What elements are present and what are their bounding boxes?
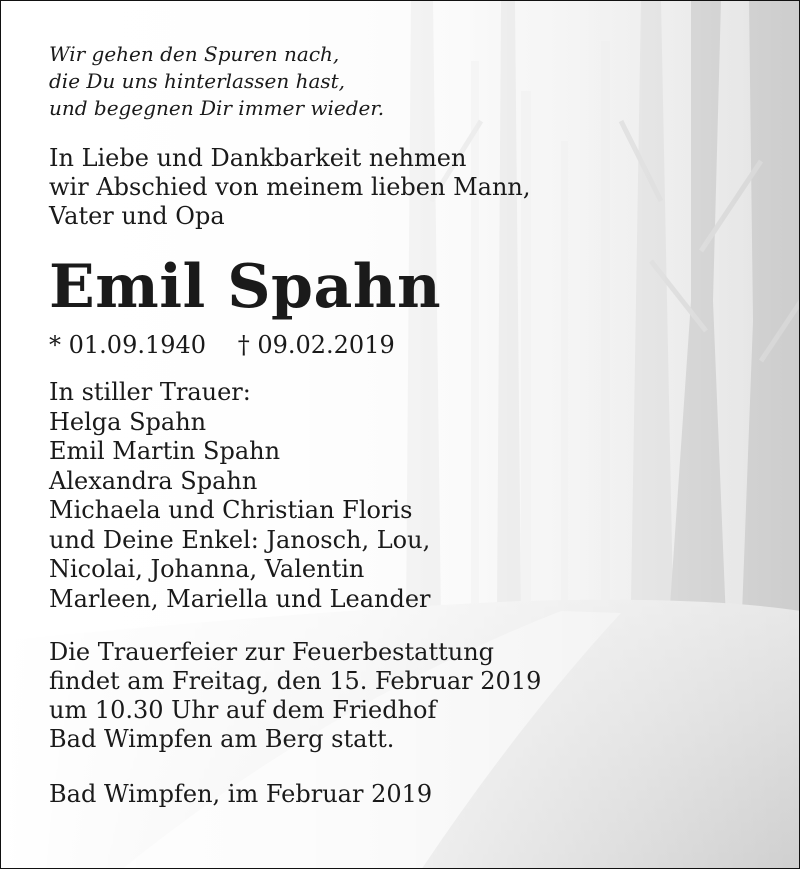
mourner-line: Helga Spahn — [49, 407, 207, 436]
intro-line: Vater und Opa — [49, 202, 225, 230]
ceremony-line: Die Trauerfeier zur Feuerbestattung — [49, 638, 495, 666]
mourners-heading: In stiller Trauer: — [49, 378, 251, 406]
death-date: † 09.02.2019 — [237, 331, 395, 359]
intro-line: In Liebe und Dankbarkeit nehmen — [49, 144, 467, 172]
verse-line: Wir gehen den Spuren nach, — [49, 42, 340, 66]
funeral-ceremony-info — [49, 638, 769, 754]
farewell-intro — [49, 144, 769, 231]
ceremony-line: findet am Freitag, den 15. Februar 2019 — [49, 667, 542, 695]
mourners-list — [49, 378, 769, 614]
mourner-line: Nicolai, Johanna, Valentin — [49, 555, 365, 583]
verse-line: die Du uns hinterlassen hast, — [49, 69, 346, 93]
mourner-line: Alexandra Spahn — [49, 466, 258, 495]
deceased-name: Emil Spahn — [49, 252, 442, 322]
mourner-line: Marleen, Mariella und Leander — [49, 584, 431, 613]
ceremony-line: um 10.30 Uhr auf dem Friedhof — [49, 696, 437, 724]
intro-line: wir Abschied von meinem lieben Mann, — [49, 173, 531, 201]
birth-date: * 01.09.1940 — [49, 331, 207, 359]
ceremony-line: Bad Wimpfen am Berg statt. — [49, 725, 395, 753]
mourner-line: Michaela und Christian Floris — [49, 496, 413, 524]
notice-content — [49, 41, 769, 809]
life-dates — [49, 331, 769, 360]
mourner-line: und Deine Enkel: Janosch, Lou, — [49, 525, 431, 554]
mourner-line: Emil Martin Spahn — [49, 437, 281, 465]
memorial-verse — [49, 41, 769, 122]
place-and-date: Bad Wimpfen, im Februar 2019 — [49, 780, 433, 808]
verse-line: und begegnen Dir immer wieder. — [49, 96, 385, 120]
